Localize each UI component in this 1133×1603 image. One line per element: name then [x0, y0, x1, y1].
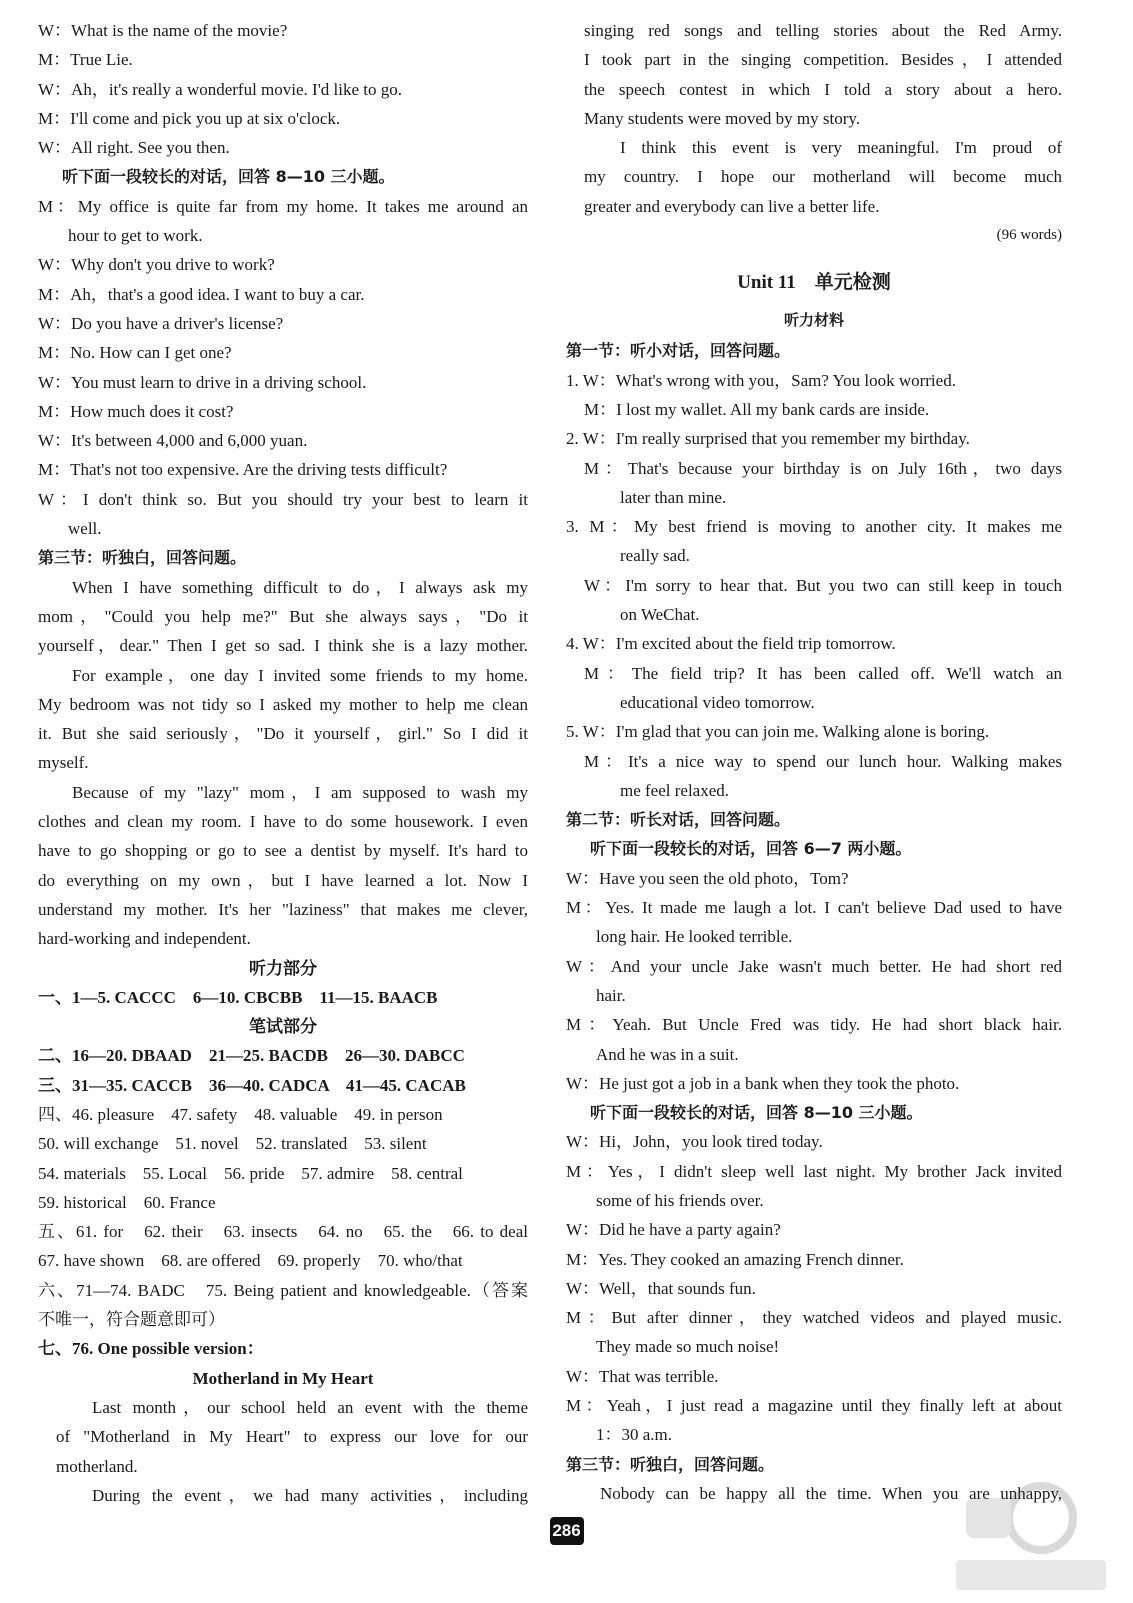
text-line: M：I lost my wallet. All my bank cards are inside. — [584, 399, 930, 419]
text-line: 听下面一段较长的对话，回答 8—10 三小题。 — [590, 1103, 923, 1123]
text-line: really sad. — [620, 546, 690, 566]
text-line: hour to get to work. — [68, 226, 203, 246]
text-line: 五、61. for 62. their 63. insects 64. no 65. the 66. to deal — [38, 1222, 528, 1242]
text-line: M：But after dinner，they watched videos and played music. — [566, 1308, 1062, 1328]
text-line: 54. materials 55. Local 56. pride 57. admire 58. central — [38, 1163, 463, 1183]
text-line: W：Why don't you drive to work? — [38, 255, 275, 275]
text-line: 六、71—74. BADC 75. Being patient and knowledgeable.（答案 — [38, 1280, 528, 1300]
text-line: my country. I hope our motherland will become much — [584, 167, 1062, 187]
text-line: W：And your uncle Jake wasn't much better. He had short red — [566, 956, 1062, 976]
text-line: 第二节：听长对话，回答问题。 — [566, 810, 791, 830]
text-line: M：That's because your birthday is on July 16th，two days — [584, 458, 1062, 478]
text-line: of "Motherland in My Heart" to express our love for our — [56, 1427, 528, 1447]
text-line: some of his friends over. — [596, 1190, 764, 1210]
text-line: W：All right. See you then. — [38, 138, 230, 158]
text-line: They made so much noise! — [596, 1337, 780, 1357]
text-line: W：Do you have a driver's license? — [38, 313, 284, 333]
text-line: 59. historical 60. France — [38, 1192, 216, 1212]
text-line: 第一节：听小对话，回答问题。 — [566, 341, 791, 361]
watermark-logo-graphic — [946, 1468, 1116, 1598]
text-line: 一、1—5. CACCC 6—10. CBCBB 11—15. BAACB — [38, 987, 438, 1007]
text-line: During the event，we had many activities，including — [92, 1485, 528, 1505]
text-line: 听下面一段较长的对话，回答 6—7 两小题。 — [590, 839, 912, 859]
text-line: My bedroom was not tidy so I asked my mother to help me clean — [38, 694, 528, 714]
text-line: W：It's between 4,000 and 6,000 yuan. — [38, 431, 308, 451]
text-line: mom，"Could you help me?" But she always says，"Do it — [38, 606, 528, 626]
watermark-logo — [946, 1468, 1116, 1598]
text-line: M：How much does it cost? — [38, 401, 234, 421]
text-line: on WeChat. — [620, 605, 700, 625]
text-line: 二、16—20. DBAAD 21—25. BACDB 26—30. DABCC — [38, 1046, 465, 1066]
text-line: me feel relaxed. — [620, 780, 730, 800]
text-line: myself. — [38, 753, 89, 773]
text-line: I took part in the singing competition. Besides，I attended — [584, 50, 1062, 70]
text-line: 听力材料 — [783, 311, 844, 330]
text-line: Unit 11 单元检测 — [737, 272, 891, 294]
text-line: W：I don't think so. But you should try your best to learn it — [38, 489, 528, 509]
text-line: motherland. — [56, 1456, 138, 1476]
left-column — [38, 16, 528, 1510]
text-line: And he was in a suit. — [596, 1044, 739, 1064]
text-line: well. — [68, 519, 102, 539]
text-line: W：Did he have a party again? — [566, 1220, 781, 1240]
text-line: 67. have shown 68. are offered 69. properly 70. who/that — [38, 1251, 463, 1271]
text-line: W：Well，that sounds fun. — [566, 1278, 756, 1298]
text-line: 5. W：I'm glad that you can join me. Walking alone is boring. — [566, 722, 990, 742]
text-line: Many students were moved by my story. — [584, 108, 861, 128]
text-line: Motherland in My Heart — [192, 1368, 374, 1388]
text-line: 四、46. pleasure 47. safety 48. valuable 49. in person — [38, 1104, 443, 1124]
text-line: W：Hi，John，you look tired today. — [566, 1132, 823, 1152]
text-line: 听下面一段较长的对话，回答 8—10 三小题。 — [62, 167, 395, 187]
text-line: W：You must learn to drive in a driving school. — [38, 372, 367, 392]
text-line: 4. W：I'm excited about the field trip tomorrow. — [566, 634, 896, 654]
text-line: 听力部分 — [249, 958, 317, 978]
text-line: I think this event is very meaningful. I'm proud of — [620, 138, 1062, 158]
text-line: educational video tomorrow. — [620, 692, 815, 712]
text-line: clothes and clean my room. I have to do some housework. I even — [38, 812, 528, 832]
text-line: 第三节：听独白，回答问题。 — [38, 548, 247, 568]
text-line: the speech contest in which I told a story about a hero. — [584, 79, 1062, 99]
text-line: M：Yes，I didn't sleep well last night. My brother Jack invited — [566, 1161, 1062, 1181]
text-line: M：The field trip? It has been called off. We'll watch an — [584, 663, 1062, 683]
text-line: W：He just got a job in a bank when they took the photo. — [566, 1073, 960, 1093]
text-line: long hair. He looked terrible. — [596, 927, 793, 947]
text-line: For example，one day I invited some friends to my home. — [72, 665, 528, 685]
text-line: 2. W：I'm really surprised that you remember my birthday. — [566, 429, 970, 449]
text-line: 50. will exchange 51. novel 52. translated 53. silent — [38, 1134, 427, 1154]
text-line: M：Ah，that's a good idea. I want to buy a car. — [38, 284, 365, 304]
text-line: singing red songs and telling stories about the Red Army. — [584, 21, 1062, 40]
text-line: M：Yeah. But Uncle Fred was tidy. He had short black hair. — [566, 1015, 1062, 1035]
text-line: Last month，our school held an event with the theme — [92, 1397, 528, 1417]
text-line: do everything on my own，but I have learned a lot. Now I — [38, 870, 528, 890]
text-line: M：Yeah，I just read a magazine until they finally left at about — [566, 1396, 1062, 1416]
text-line: later than mine. — [620, 487, 727, 507]
text-line: have to go shopping or go to see a dentist by myself. It's hard to — [38, 841, 528, 861]
text-line: M：No. How can I get one? — [38, 343, 232, 363]
text-line: W：Ah，it's really a wonderful movie. I'd like to go. — [38, 79, 402, 99]
text-line: hair. — [596, 985, 626, 1005]
text-line: 三、31—35. CACCB 36—40. CADCA 41—45. CACAB — [38, 1075, 466, 1095]
text-line: When I have something difficult to do，I always ask my — [72, 577, 528, 597]
text-line: M：I'll come and pick you up at six o'clock. — [38, 108, 341, 128]
text-line: M：That's not too expensive. Are the driving tests difficult? — [38, 460, 448, 480]
text-line: 3. M：My best friend is moving to another city. It makes me — [566, 517, 1062, 537]
text-line: yourself，dear." Then I get so sad. I think she is a lazy mother. — [38, 636, 528, 656]
text-line: 笔试部分 — [249, 1017, 317, 1037]
right-column — [566, 16, 1062, 1508]
text-line: greater and everybody can live a better life. — [584, 196, 880, 216]
text-line: 七、76. One possible version： — [38, 1339, 264, 1359]
text-line: 第三节：听独白，回答问题。 — [566, 1454, 775, 1474]
text-line: W：What is the name of the movie? — [38, 21, 288, 40]
page-number: 286 — [550, 1517, 584, 1545]
text-line: 1. W：What's wrong with you，Sam? You look worried. — [566, 370, 956, 390]
text-line: W：That was terrible. — [566, 1366, 719, 1386]
text-line: W：Have you seen the old photo，Tom? — [566, 868, 849, 888]
text-line: M：It's a nice way to spend our lunch hour. Walking makes — [584, 751, 1062, 771]
text-line: Because of my "lazy" mom，I am supposed to wash my — [72, 782, 528, 802]
text-line: 不唯一，符合题意即可） — [38, 1310, 225, 1330]
text-line: 1：30 a.m. — [596, 1425, 673, 1445]
text-line: W：I'm sorry to hear that. But you two can still keep in touch — [584, 575, 1062, 595]
text-line: M：My office is quite far from my home. It takes me around an — [38, 196, 528, 216]
text-line: M：True Lie. — [38, 50, 133, 70]
text-line: it. But she said seriously，"Do it yourself，girl." So I did it — [38, 724, 528, 744]
text-line: understand my mother. It's her "laziness" that makes me clever, — [38, 899, 528, 919]
text-line: M：Yes. They cooked an amazing French dinner. — [566, 1249, 904, 1269]
text-line: M：Yes. It made me laugh a lot. I can't believe Dad used to have — [566, 898, 1062, 918]
text-line: hard-working and independent. — [38, 929, 251, 949]
text-line: (96 words) — [996, 227, 1062, 244]
text-line: Nobody can be happy all the time. When you are unhappy, — [600, 1483, 1062, 1503]
